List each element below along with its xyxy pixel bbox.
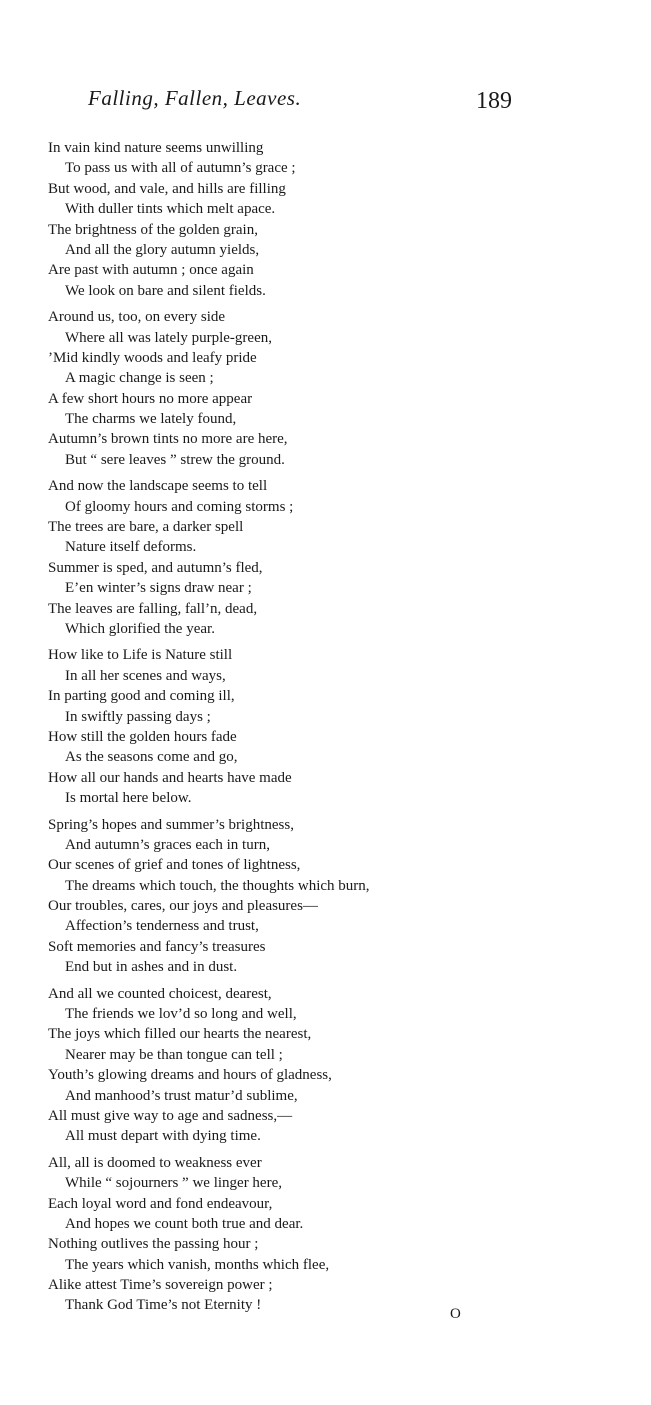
poem-line: A magic change is seen ; xyxy=(65,370,214,387)
poem-line: And manhood’s trust matur’d sublime, xyxy=(65,1087,298,1104)
poem-line: Our scenes of grief and tones of lightness, xyxy=(48,857,301,874)
poem-line: In vain kind nature seems unwilling xyxy=(48,140,264,156)
poem-line: The brightness of the golden grain, xyxy=(48,221,258,238)
stanza-5 xyxy=(48,815,488,978)
poem-line: Nature itself deforms. xyxy=(65,539,197,556)
poem-line: How still the golden hours fade xyxy=(48,728,237,745)
poem-line: Where all was lately purple-green, xyxy=(65,329,272,346)
poem-line: The trees are bare, a darker spell xyxy=(48,519,244,536)
signature-mark: O xyxy=(450,1306,461,1322)
stanza-3 xyxy=(48,476,488,639)
poem-line: Which glorified the year. xyxy=(65,620,215,637)
poem-line: Thank God Time’s not Eternity ! xyxy=(65,1297,262,1314)
poem-line: ’Mid kindly woods and leafy pride xyxy=(48,349,257,366)
poem-line: All, all is doomed to weakness ever xyxy=(48,1154,262,1171)
poem-line: But “ sere leaves ” strew the ground. xyxy=(65,451,285,468)
poem-line: The friends we lov’d so long and well, xyxy=(65,1006,297,1023)
poem-line: All must give way to age and sadness,— xyxy=(48,1107,293,1124)
poem-line: We look on bare and silent fields. xyxy=(65,282,266,299)
poem-line: And autumn’s graces each in turn, xyxy=(65,836,270,853)
poem-line: As the seasons come and go, xyxy=(65,749,238,766)
poem-line: Nearer may be than tongue can tell ; xyxy=(65,1046,283,1063)
poem-line: Are past with autumn ; once again xyxy=(48,262,254,279)
poem-line: In swiftly passing days ; xyxy=(65,708,211,725)
poem-line: Summer is sped, and autumn’s fled, xyxy=(48,559,263,576)
poem-line: How all our hands and hearts have made xyxy=(48,769,292,786)
poem-line: A few short hours no more appear xyxy=(48,390,253,407)
poem-line: Affection’s tenderness and trust, xyxy=(65,918,259,935)
running-title: Falling, Fallen, Leaves. xyxy=(88,86,302,110)
poem-line: And all we counted choicest, dearest, xyxy=(48,985,272,1002)
poem-line: The charms we lately found, xyxy=(65,411,237,428)
poem-line: Each loyal word and fond endeavour, xyxy=(48,1195,273,1212)
poem-line: Is mortal here below. xyxy=(65,790,192,807)
poem-line: The leaves are falling, fall’n, dead, xyxy=(48,600,258,617)
poem-line: End but in ashes and in dust. xyxy=(65,959,238,976)
poem-line: The years which vanish, months which flee, xyxy=(65,1256,330,1273)
poem-line: E’en winter’s signs draw near ; xyxy=(65,580,252,597)
poem-line: To pass us with all of autumn’s grace ; xyxy=(65,160,296,177)
poem-line: Around us, too, on every side xyxy=(48,309,226,326)
stanza-4 xyxy=(48,645,488,808)
poem-line: Nothing outlives the passing hour ; xyxy=(48,1236,259,1253)
poem-line: Spring’s hopes and summer’s brightness, xyxy=(48,816,294,833)
poem-line: While “ sojourners ” we linger here, xyxy=(65,1175,282,1192)
poem-line: But wood, and vale, and hills are filling xyxy=(48,180,286,197)
poem-line: The dreams which touch, the thoughts which burn, xyxy=(65,877,370,894)
poem-line: With duller tints which melt apace. xyxy=(65,201,276,218)
poem-line: Our troubles, cares, our joys and pleasures— xyxy=(48,898,318,915)
poem-line: And hopes we count both true and dear. xyxy=(65,1215,304,1232)
poem-line: All must depart with dying time. xyxy=(65,1128,261,1145)
stanza-6 xyxy=(48,984,488,1147)
poem-line: In parting good and coming ill, xyxy=(48,688,235,705)
poem-line: Of gloomy hours and coming storms ; xyxy=(65,498,294,515)
stanza-2 xyxy=(48,307,488,470)
poem-line: How like to Life is Nature still xyxy=(48,647,233,664)
poem-line: And now the landscape seems to tell xyxy=(48,478,268,495)
poem-line: Youth’s glowing dreams and hours of gladness, xyxy=(48,1067,332,1084)
poem xyxy=(48,138,488,1322)
poem-line: Soft memories and fancy’s treasures xyxy=(48,938,266,955)
poem-line: Alike attest Time’s sovereign power ; xyxy=(48,1277,273,1294)
poem-line: In all her scenes and ways, xyxy=(65,667,226,684)
poem-line: The joys which filled our hearts the nearest, xyxy=(48,1026,312,1043)
page-number: 189 xyxy=(476,88,512,114)
poem-line: Autumn’s brown tints no more are here, xyxy=(48,431,288,448)
stanza-7 xyxy=(48,1153,488,1316)
poem-line: And all the glory autumn yields, xyxy=(65,241,260,258)
stanza-1 xyxy=(48,138,488,301)
